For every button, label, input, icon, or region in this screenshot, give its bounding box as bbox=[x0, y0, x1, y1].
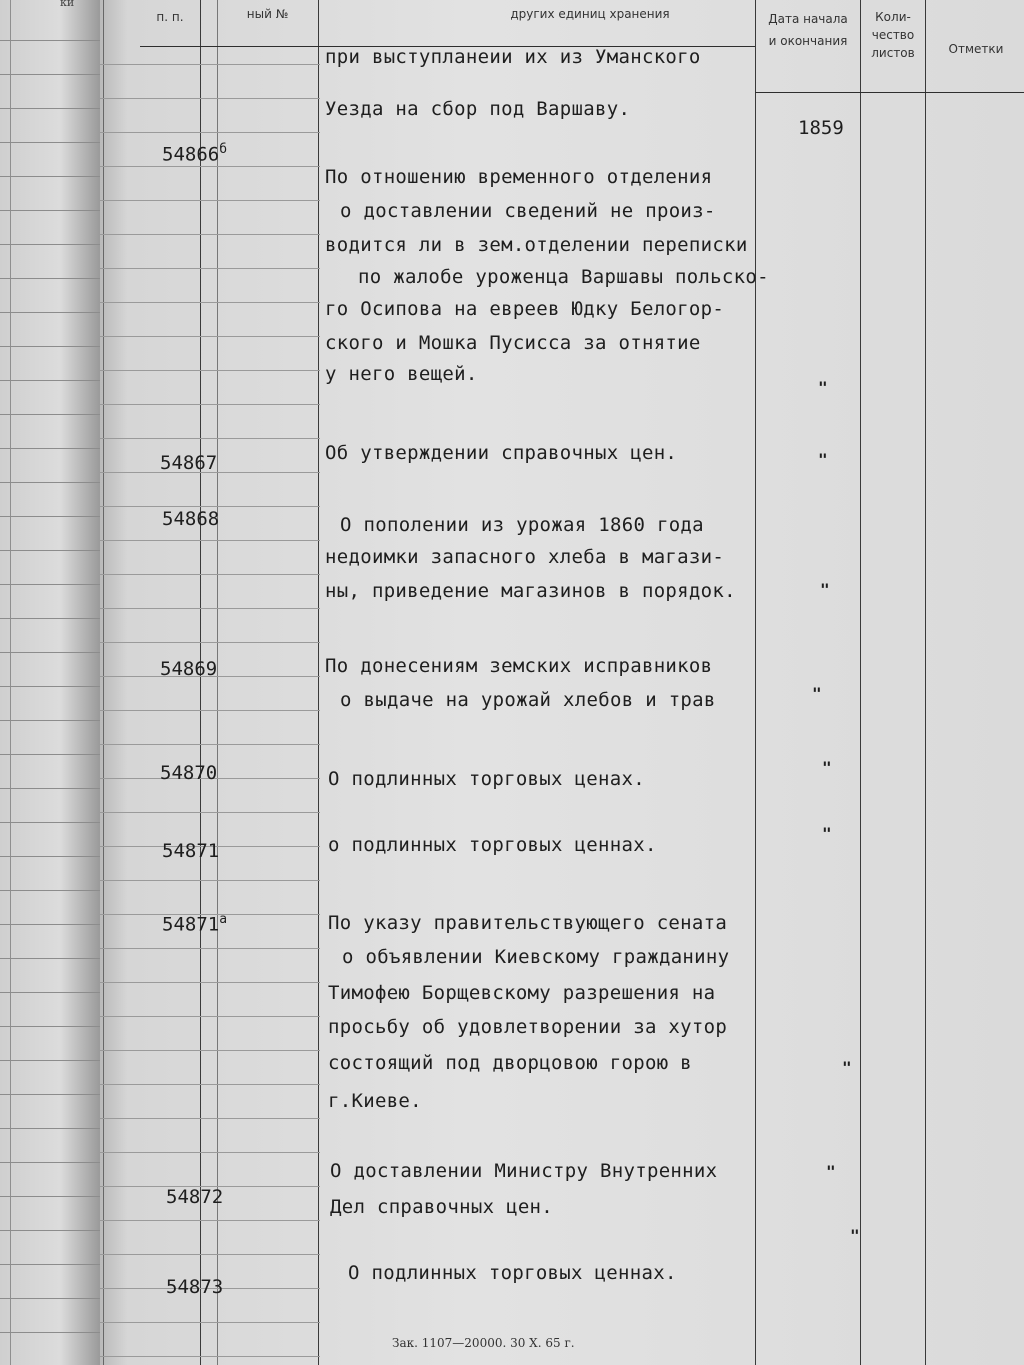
ruled-guide-line bbox=[100, 608, 320, 609]
entry-text-line: О подлинных торговых ценнах. bbox=[348, 1262, 677, 1284]
previous-page-ruled-line bbox=[0, 1094, 100, 1095]
ruled-guide-line bbox=[100, 744, 320, 745]
previous-page-ruled-line bbox=[0, 414, 100, 415]
previous-page-ruled-line bbox=[0, 1264, 100, 1265]
entry-text-line: состоящий под дворцовою горою в bbox=[328, 1052, 692, 1074]
previous-page-ruled-line bbox=[0, 210, 100, 211]
header-dates bbox=[757, 8, 859, 52]
entry-date-ditto: " bbox=[818, 378, 828, 397]
ruled-guide-line bbox=[100, 574, 320, 575]
previous-page-ruled-line bbox=[0, 482, 100, 483]
previous-page-ruled-line bbox=[0, 890, 100, 891]
column-line-dates bbox=[755, 0, 756, 1365]
previous-page-ruled-line bbox=[0, 74, 100, 75]
header-dates-line1: Дата начала bbox=[768, 12, 848, 26]
column-line-sheets bbox=[860, 0, 861, 1365]
ruled-guide-line bbox=[100, 132, 320, 133]
ruled-guide-line bbox=[100, 1118, 320, 1119]
continuation-line-1: при выступланеии их из Уманского bbox=[325, 46, 701, 68]
previous-page-ruled-line bbox=[0, 516, 100, 517]
previous-page-ruled-line bbox=[0, 1060, 100, 1061]
header-sheets-line3: листов bbox=[871, 46, 915, 60]
ruled-guide-line bbox=[100, 1152, 320, 1153]
entry-number: 54872 bbox=[166, 1186, 224, 1208]
previous-page-ruled-line bbox=[0, 1128, 100, 1129]
ruled-guide-line bbox=[100, 642, 320, 643]
entry-text-line: ны, приведение магазинов в порядок. bbox=[325, 580, 736, 602]
previous-page-ruled-line bbox=[0, 550, 100, 551]
entry-date-ditto: " bbox=[812, 684, 822, 703]
ruled-guide-line bbox=[100, 64, 320, 65]
previous-page-edge bbox=[0, 0, 100, 1365]
ruled-guide-line bbox=[100, 370, 320, 371]
previous-page-ruled-line bbox=[0, 448, 100, 449]
previous-page-ruled-line bbox=[0, 278, 100, 279]
entry-text-line: Дел справочных цен. bbox=[330, 1196, 554, 1218]
entry-text-line: По указу правительствующего сената bbox=[328, 912, 728, 934]
previous-page-ruled-line bbox=[0, 618, 100, 619]
ruled-guide-line bbox=[100, 268, 320, 269]
entry-text-line: о выдаче на урожай хлебов и трав bbox=[340, 689, 716, 711]
printer-imprint: Зак. 1107—20000. 30 X. 65 г. bbox=[392, 1336, 575, 1350]
entry-text-line: просьбу об удовлетворении за хутор bbox=[328, 1016, 728, 1038]
previous-page-header-fragment: ки bbox=[60, 0, 75, 9]
ruled-guide-line bbox=[100, 234, 320, 235]
entry-text-line: о доставлении сведений не произ- bbox=[340, 200, 716, 222]
previous-page-ruled-line bbox=[0, 958, 100, 959]
ruled-guide-line bbox=[100, 1084, 320, 1085]
ruled-guide-line bbox=[100, 98, 320, 99]
header-notes: Отметки bbox=[948, 42, 1004, 56]
column-line-notes bbox=[925, 0, 926, 1365]
ruled-guide-line bbox=[100, 1220, 320, 1221]
entry-text-line: По донесениям земских исправников bbox=[325, 655, 713, 677]
entry-date-ditto: " bbox=[822, 824, 832, 843]
previous-page-ruled-line bbox=[0, 856, 100, 857]
previous-page-ruled-line bbox=[0, 1332, 100, 1333]
previous-page-ruled-line bbox=[0, 788, 100, 789]
ruled-guide-line bbox=[100, 404, 320, 405]
entry-text-line: Об утверждении справочных цен. bbox=[325, 442, 678, 464]
ruled-guide-line bbox=[100, 438, 320, 439]
entry-number: 54870 bbox=[160, 762, 218, 784]
entry-text-line: г.Киеве. bbox=[328, 1090, 422, 1112]
previous-page-ruled-line bbox=[0, 312, 100, 313]
previous-page-ruled-line bbox=[0, 346, 100, 347]
continuation-line-2: Уезда на сбор под Варшаву. bbox=[325, 98, 631, 120]
entry-text-line: Тимофею Борщевскому разрешения на bbox=[328, 982, 716, 1004]
entry-number: 54869 bbox=[160, 658, 218, 680]
previous-page-ruled-line bbox=[0, 380, 100, 381]
entry-text-line: О доставлении Министру Внутренних bbox=[330, 1160, 718, 1182]
previous-page-ruled-line bbox=[0, 822, 100, 823]
previous-page-ruled-line bbox=[0, 1298, 100, 1299]
header-inv-number: ный № bbox=[246, 7, 289, 21]
ruled-guide-line bbox=[100, 710, 320, 711]
previous-page-ruled-line bbox=[0, 992, 100, 993]
ruled-guide-line bbox=[100, 1322, 320, 1323]
ruled-guide-line bbox=[100, 1016, 320, 1017]
ruled-guide-line bbox=[100, 982, 320, 983]
header-rule-right bbox=[755, 92, 1024, 93]
ruled-guide-line bbox=[100, 1254, 320, 1255]
previous-page-ruled-line bbox=[0, 244, 100, 245]
ruled-guide-line bbox=[100, 1050, 320, 1051]
entry-text-line: о объявлении Киевскому гражданину bbox=[342, 946, 730, 968]
ruled-guide-line bbox=[100, 302, 320, 303]
previous-page-ruled-line bbox=[0, 720, 100, 721]
entry-date-ditto: " bbox=[820, 580, 830, 599]
entry-text-line: По отношению временного отделения bbox=[325, 166, 713, 188]
previous-page-ruled-line bbox=[0, 924, 100, 925]
entry-text-line: ского и Мошка Пусисса за отнятие bbox=[325, 332, 701, 354]
previous-page-ruled-line bbox=[0, 754, 100, 755]
entry-number: $54866^б$ bbox=[162, 142, 228, 166]
header-sheets-line2: чество bbox=[871, 28, 915, 42]
previous-page-ruled-line bbox=[0, 686, 100, 687]
header-pp: п. п. bbox=[156, 10, 184, 24]
previous-page-ruled-line bbox=[0, 1162, 100, 1163]
previous-page-ruled-line bbox=[0, 584, 100, 585]
header-dates-line2: и окончания bbox=[768, 34, 848, 48]
entry-date-ditto: " bbox=[818, 450, 828, 469]
previous-page-ruled-line bbox=[0, 40, 100, 41]
entry-text-line: водится ли в зем.отделении переписки bbox=[325, 234, 748, 256]
column-line-inv bbox=[217, 0, 218, 1365]
entry-number: $54871^а$ bbox=[162, 912, 228, 936]
entry-number: 54867 bbox=[160, 452, 218, 474]
entry-text-line: о подлинных торговых ценнах. bbox=[328, 834, 657, 856]
previous-page-ruled-line bbox=[0, 652, 100, 653]
ruled-guide-line bbox=[100, 812, 320, 813]
entry-date-ditto: " bbox=[826, 1162, 836, 1181]
ruled-guide-line bbox=[100, 166, 320, 167]
ruled-guide-line bbox=[100, 948, 320, 949]
column-line-pp bbox=[200, 0, 201, 1365]
entry-text-line: у него вещей. bbox=[325, 363, 478, 385]
entry-text-line: по жалобе уроженца Варшавы польско- bbox=[358, 266, 769, 288]
previous-page-ruled-line bbox=[0, 108, 100, 109]
ruled-guide-line bbox=[100, 540, 320, 541]
previous-page-ruled-line bbox=[0, 1230, 100, 1231]
entry-number: 54871 bbox=[162, 840, 220, 862]
continuation-date: 1859 bbox=[798, 117, 844, 139]
header-title: других единиц хранения bbox=[510, 7, 670, 21]
inventory-page bbox=[100, 0, 1024, 1365]
entry-number: 54868 bbox=[162, 508, 220, 530]
previous-page-column-line bbox=[10, 0, 11, 1365]
ruled-guide-line bbox=[100, 200, 320, 201]
previous-page-ruled-line bbox=[0, 1196, 100, 1197]
previous-page-ruled-line bbox=[0, 176, 100, 177]
entry-number: 54873 bbox=[166, 1276, 224, 1298]
previous-page-ruled-line bbox=[0, 142, 100, 143]
entry-date-ditto: " bbox=[822, 758, 832, 777]
ruled-guide-line bbox=[100, 1356, 320, 1357]
entry-text-line: О пополении из урожая 1860 года bbox=[340, 514, 704, 536]
header-sheets-line1: Коли- bbox=[875, 10, 911, 24]
column-line-margin bbox=[103, 0, 104, 1365]
entry-date-ditto: " bbox=[842, 1058, 852, 1077]
header-sheets bbox=[862, 8, 924, 62]
ruled-guide-line bbox=[100, 880, 320, 881]
ruled-guide-line bbox=[100, 336, 320, 337]
column-line-title bbox=[318, 0, 319, 1365]
entry-text-line: недоимки запасного хлеба в магази- bbox=[325, 546, 725, 568]
entry-text-line: го Осипова на евреев Юдку Белогор- bbox=[325, 298, 725, 320]
entry-date-ditto: " bbox=[850, 1226, 860, 1245]
ruled-guide-line bbox=[100, 506, 320, 507]
previous-page-ruled-line bbox=[0, 1026, 100, 1027]
entry-text-line: О подлинных торговых ценах. bbox=[328, 768, 645, 790]
